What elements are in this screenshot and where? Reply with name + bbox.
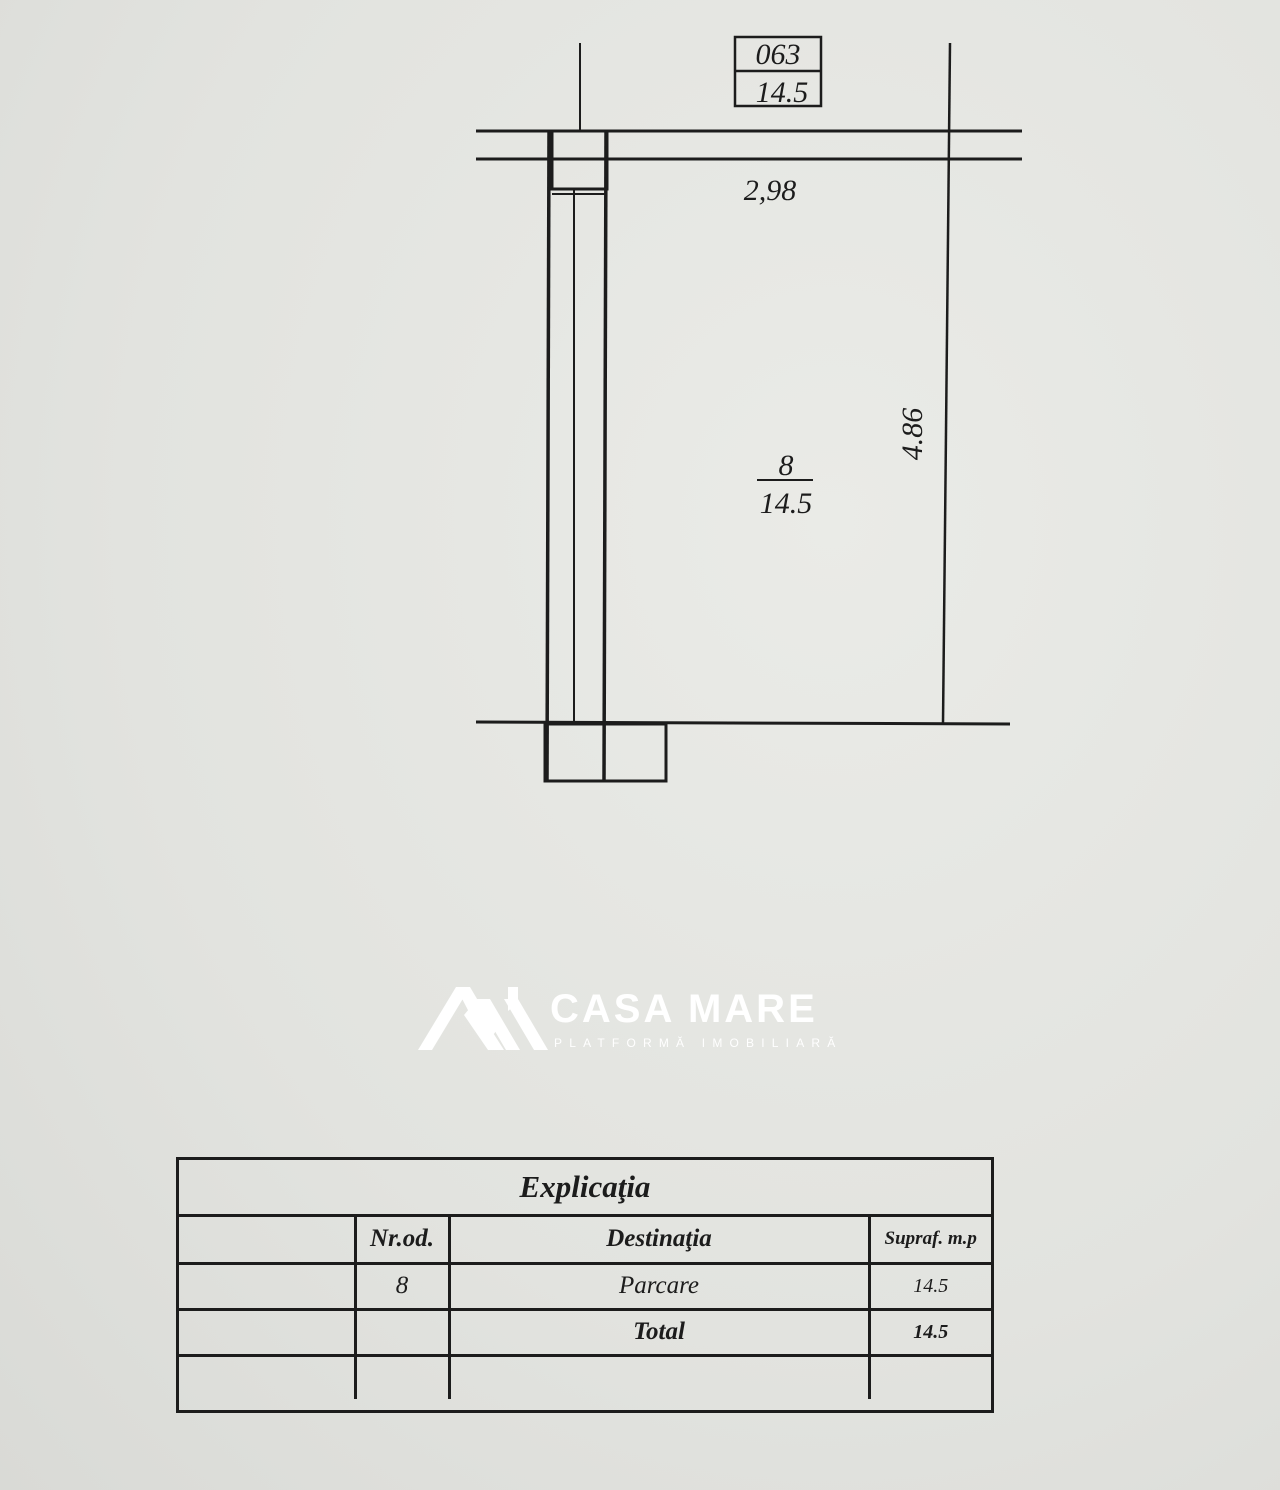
legend-cell-area: 14.5 [869, 1263, 991, 1309]
legend-cell-nr [355, 1355, 449, 1399]
legend-title: Explicaţia [179, 1160, 991, 1217]
legend-header-destination: Destinaţia [449, 1217, 869, 1263]
table-row [179, 1355, 991, 1399]
pillar-left-edge [547, 131, 549, 781]
header-area: 14.5 [755, 76, 809, 109]
legend-grid [179, 1217, 991, 1399]
legend-cell-blank [179, 1355, 355, 1399]
table-row [179, 1309, 991, 1355]
header-code: 063 [755, 38, 801, 71]
right-wall-line [943, 43, 950, 723]
legend-header-area: Supraf. m.p [869, 1217, 991, 1263]
mountain-logo-icon [418, 985, 548, 1051]
legend-cell-nr: 8 [355, 1263, 449, 1309]
pillar-right-edge [604, 131, 606, 781]
legend-cell-blank [179, 1263, 355, 1309]
legend-cell-area: 14.5 [869, 1309, 991, 1355]
width-dimension: 2,98 [743, 174, 797, 207]
legend-header-row [179, 1217, 991, 1263]
bottom-box-right [604, 724, 666, 781]
bottom-box-left [545, 724, 604, 781]
room-area: 14.5 [759, 487, 813, 520]
legend-cell-destination [449, 1355, 869, 1399]
legend-cell-destination: Total [449, 1309, 869, 1355]
legend-cell-blank [179, 1309, 355, 1355]
table-row [179, 1263, 991, 1309]
brand-name: CASA MARE [550, 987, 818, 1031]
legend-cell-destination: Parcare [449, 1263, 869, 1309]
legend-header-blank [179, 1217, 355, 1263]
legend-cell-nr [355, 1309, 449, 1355]
height-dimension: 4.86 [896, 407, 929, 461]
brand-tagline: PLATFORMĂ IMOBILIARĂ [554, 1036, 843, 1050]
legend-cell-area [869, 1355, 991, 1399]
legend-header-nr: Nr.od. [355, 1217, 449, 1263]
legend-table [176, 1157, 994, 1413]
casa-mare-logo [418, 985, 858, 1055]
room-number: 8 [778, 449, 794, 482]
